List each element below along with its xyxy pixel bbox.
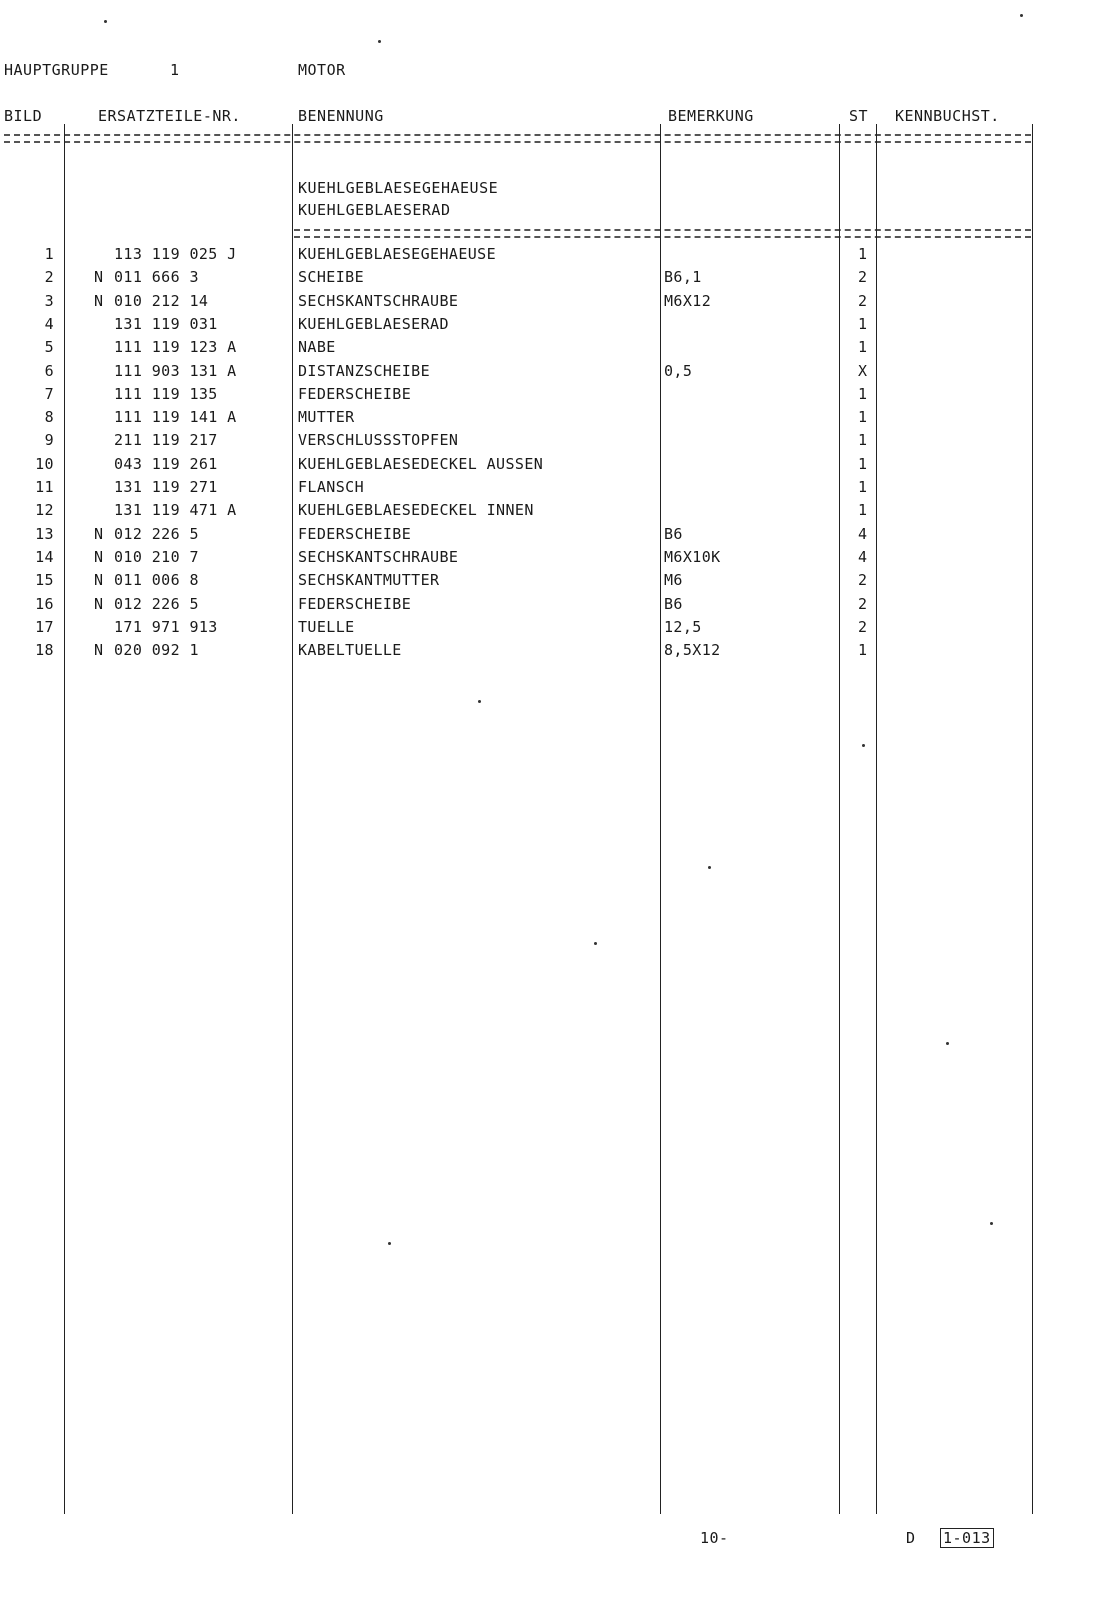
table-row [0, 313, 1103, 335]
row-st: 1 [858, 408, 868, 427]
table-row [0, 383, 1103, 405]
row-part-number: 111 119 135 [114, 384, 218, 403]
row-st: 1 [858, 384, 868, 403]
row-benennung: SECHSKANTSCHRAUBE [298, 291, 459, 310]
row-benennung: SECHSKANTMUTTER [298, 571, 440, 590]
row-st: 1 [858, 501, 868, 520]
row-bemerkung: M6X10K [664, 547, 721, 566]
scan-speck [862, 744, 865, 747]
row-prefix: N [94, 268, 104, 287]
row-benennung: DISTANZSCHEIBE [298, 361, 431, 380]
page-number: 10- [700, 1529, 729, 1547]
scan-speck [104, 20, 107, 23]
column-header-bild: BILD [4, 107, 43, 125]
row-bild: 14 [35, 547, 54, 566]
row-part-number: 131 119 031 [114, 314, 218, 333]
table-row [0, 266, 1103, 288]
section-title: KUEHLGEBLAESEGEHAEUSE [298, 179, 499, 197]
row-part-number: 012 226 5 [114, 594, 199, 613]
row-benennung: KUEHLGEBLAESEDECKEL AUSSEN [298, 454, 544, 473]
row-bild: 9 [44, 431, 54, 450]
table-row [0, 499, 1103, 521]
column-header-ersatzteile-nr: ERSATZTEILE-NR. [98, 107, 241, 125]
column-header-kennbuchst: KENNBUCHST. [895, 107, 1000, 125]
row-st: 4 [858, 547, 868, 566]
row-bild: 15 [35, 571, 54, 590]
column-header-bemerkung: BEMERKUNG [668, 107, 754, 125]
footer-code-letter: D [906, 1529, 916, 1547]
row-part-number: 171 971 913 [114, 617, 218, 636]
row-bild: 13 [35, 524, 54, 543]
row-bemerkung: M6X12 [664, 291, 712, 310]
table-row [0, 429, 1103, 451]
row-st: 2 [858, 617, 868, 636]
row-st: 1 [858, 478, 868, 496]
row-st: 1 [858, 338, 868, 357]
scan-speck [990, 1222, 993, 1225]
row-st: 2 [858, 291, 868, 310]
table-row [0, 290, 1103, 312]
scan-speck [1020, 14, 1023, 17]
row-st: 2 [858, 594, 868, 613]
row-part-number: 012 226 5 [114, 524, 199, 543]
table-row [0, 453, 1103, 475]
group-number: 1 [170, 61, 180, 79]
row-bild: 2 [44, 268, 54, 287]
row-benennung: VERSCHLUSSSTOPFEN [298, 431, 459, 450]
footer-code: 1-013 [940, 1528, 994, 1548]
row-st: 1 [858, 454, 868, 473]
table-row [0, 639, 1103, 661]
row-bild: 18 [35, 641, 54, 660]
row-benennung: TUELLE [298, 617, 355, 636]
row-benennung: KUEHLGEBLAESERAD [298, 314, 449, 333]
row-st: 1 [858, 314, 868, 333]
row-bild: 12 [35, 501, 54, 520]
scan-speck [946, 1042, 949, 1045]
row-bild: 5 [44, 338, 54, 357]
row-benennung: SECHSKANTSCHRAUBE [298, 547, 459, 566]
row-part-number: 111 903 131 A [114, 361, 237, 380]
row-bemerkung: B6 [664, 524, 683, 543]
row-benennung: KUEHLGEBLAESEDECKEL INNEN [298, 501, 534, 520]
row-bild: 7 [44, 384, 54, 403]
row-bemerkung: B6 [664, 594, 683, 613]
row-prefix: N [94, 571, 104, 590]
row-bild: 11 [35, 478, 54, 496]
section-title: KUEHLGEBLAESERAD [298, 201, 451, 219]
row-bild: 10 [35, 454, 54, 473]
row-part-number: 131 119 471 A [114, 501, 237, 520]
row-benennung: KABELTUELLE [298, 641, 402, 660]
row-st: 2 [858, 268, 868, 287]
row-part-number: 111 119 123 A [114, 338, 237, 357]
scan-speck [378, 40, 381, 43]
row-st: 1 [858, 245, 868, 263]
column-header-benennung: BENENNUNG [298, 107, 384, 125]
row-part-number: 111 119 141 A [114, 408, 237, 427]
column-header-st: ST [849, 107, 869, 125]
row-bemerkung: M6 [664, 571, 683, 590]
row-bild: 1 [44, 245, 54, 263]
row-benennung: FLANSCH [298, 478, 365, 496]
row-part-number: 011 006 8 [114, 571, 199, 590]
row-bemerkung: 12,5 [664, 617, 702, 636]
table-row [0, 243, 1103, 265]
row-prefix: N [94, 594, 104, 613]
row-part-number: 113 119 025 J [114, 245, 237, 263]
scan-speck [388, 1242, 391, 1245]
row-part-number: 011 666 3 [114, 268, 199, 287]
row-part-number: 211 119 217 [114, 431, 218, 450]
group-name: MOTOR [298, 61, 346, 79]
table-row [0, 546, 1103, 568]
row-part-number: 043 119 261 [114, 454, 218, 473]
row-bild: 16 [35, 594, 54, 613]
table-row [0, 360, 1103, 382]
row-prefix: N [94, 641, 104, 660]
row-bild: 6 [44, 361, 54, 380]
row-prefix: N [94, 291, 104, 310]
row-st: X [858, 361, 868, 380]
table-row [0, 476, 1103, 498]
row-st: 1 [858, 641, 868, 660]
row-part-number: 010 210 7 [114, 547, 199, 566]
table-row [0, 569, 1103, 591]
row-benennung: KUEHLGEBLAESEGEHAEUSE [298, 245, 497, 263]
section-separator [294, 229, 1031, 231]
row-bild: 3 [44, 291, 54, 310]
row-prefix: N [94, 547, 104, 566]
table-row [0, 616, 1103, 638]
scan-speck [708, 866, 711, 869]
row-st: 2 [858, 571, 868, 590]
row-bild: 4 [44, 314, 54, 333]
row-st: 4 [858, 524, 868, 543]
table-row [0, 406, 1103, 428]
row-bild: 17 [35, 617, 54, 636]
row-part-number: 020 092 1 [114, 641, 199, 660]
table-row [0, 523, 1103, 545]
table-row [0, 593, 1103, 615]
scan-speck [478, 700, 481, 703]
row-bemerkung: 0,5 [664, 361, 693, 380]
row-benennung: FEDERSCHEIBE [298, 524, 412, 543]
row-benennung: SCHEIBE [298, 268, 365, 287]
row-benennung: NABE [298, 338, 336, 357]
row-part-number: 131 119 271 [114, 478, 218, 496]
row-benennung: FEDERSCHEIBE [298, 594, 412, 613]
row-part-number: 010 212 14 [114, 291, 209, 310]
section-separator-2 [294, 236, 1031, 238]
row-benennung: FEDERSCHEIBE [298, 384, 412, 403]
row-bemerkung: 8,5X12 [664, 641, 721, 660]
row-bemerkung: B6,1 [664, 268, 702, 287]
group-label: HAUPTGRUPPE [4, 61, 109, 79]
row-st: 1 [858, 431, 868, 450]
row-prefix: N [94, 524, 104, 543]
row-benennung: MUTTER [298, 408, 355, 427]
table-row [0, 336, 1103, 358]
row-bild: 8 [44, 408, 54, 427]
scan-speck [594, 942, 597, 945]
